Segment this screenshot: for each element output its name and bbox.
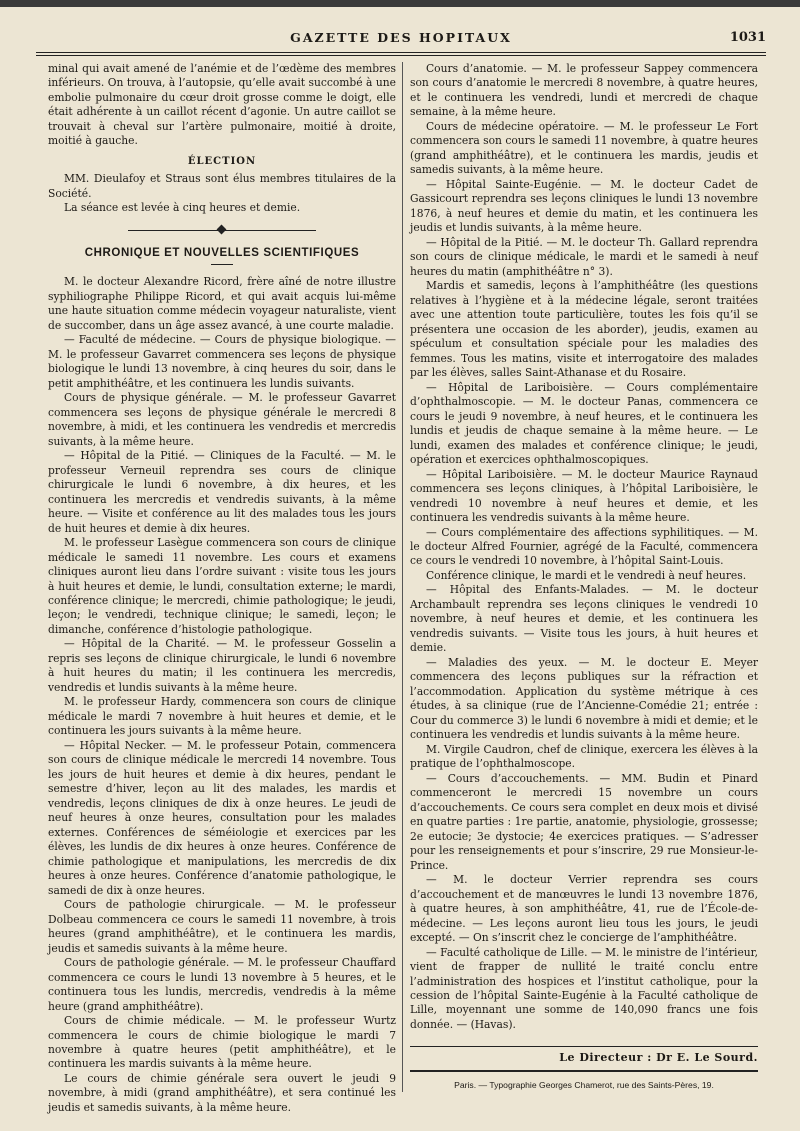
election-heading: ÉLECTION	[187, 155, 257, 167]
paragraph: — Hôpital Sainte-Eugénie. — M. le docteur Cadet de Gassicourt reprendra ses leçons cliniques le lundi 13 novembre 1876, à neuf heures et demie du matin, et les continuera les jeudis et lundis suivants, à la même heure.	[410, 177, 758, 235]
paragraph: minal qui avait amené de l’anémie et de l’œdème des membres inférieurs. On trouva, à l’autopsie, qu’elle avait succombé à une embolie pulmonaire du cœur droit grosse comme le doigt, elle était adhérente à un caillot récent d’agonie. Un autre caillot se trouvait à cheval sur l’artère pulmonaire, moitié à droite, moitié à gauche.	[48, 62, 396, 148]
paragraph: MM. Dieulafoy et Straus sont élus membres titulaires de la Société.	[48, 172, 396, 200]
director-signature: Le Directeur : Dr E. Le Sourd.	[559, 1051, 758, 1065]
signature-rule	[410, 1046, 758, 1047]
paragraph: — Faculté de médecine. — Cours de physique biologique. — M. le professeur Gavarret commencera ses leçons de physique biologique le lundi 13 novembre, à cinq heures du soir, dans le petit amphithéâtre, et les continuera les lundis suivants.	[48, 333, 396, 390]
left-column	[48, 62, 396, 1115]
paragraph: M. le professeur Lasègue commencera son cours de clinique médicale le samedi 11 novembre. Les cours et examens cliniques auront lieu dans l’ordre suivant : visite tous les jours à huit heures et demie, le lundi, consultation externe; le mardi, conférence clinique; le mercredi, chimie pathologique; le jeudi, leçon; le vendredi, technique clinique; le samedi, leçon; le dimanche, conférence d’histologie pathologique.	[48, 536, 396, 636]
paragraph: M. le professeur Hardy, commencera son cours de clinique médicale le mardi 7 novembre à huit heures et demie, et le continuera les jours suivants à la même heure.	[48, 695, 396, 738]
paragraph: M. le docteur Alexandre Ricord, frère aîné de notre illustre syphiliographe Philippe Ricord, et qui avait acquis lui-même une haute situation comme médecin voyageur naturaliste, vient de succomber, dans un âge assez avancé, à une courte maladie.	[48, 275, 396, 332]
paragraph: — Hôpital de la Charité. — M. le professeur Gosselin a repris ses leçons de clinique chirurgicale, le lundi 6 novembre à huit heures du matin; il les continuera les mercredis, vendredis et lundis suivants à la même heure.	[48, 637, 396, 694]
section-ornament	[48, 226, 396, 234]
paragraph: Le cours de chimie générale sera ouvert le jeudi 9 novembre, à midi (grand amphithéâtre), et sera continué les jeudis et samedis suivants, à la même heure.	[48, 1071, 396, 1114]
paragraph: Cours de chimie médicale. — M. le professeur Wurtz commencera le cours de chimie biologique le mardi 7 novembre à quatre heures (petit amphithéâtre), et le continuera les mardis suivants à la même heure.	[48, 1014, 396, 1071]
paragraph: Cours de pathologie générale. — M. le professeur Chauffard commencera ce cours le lundi 13 novembre à 5 heures, et le continuera tous les lundis, mercredis, vendredis à la même heure (grand amphithéâtre).	[48, 956, 396, 1013]
paragraph: — Hôpital Lariboisière. — M. le docteur Maurice Raynaud commencera ses leçons cliniques, à l’hôpital Lariboisière, le vendredi 10 novembre à neuf heures et demie, et les continuera les vendredis suivants à la même heure.	[410, 467, 758, 525]
paragraph: Cours de pathologie chirurgicale. — M. le professeur Dolbeau commencera ce cours le samedi 11 novembre, à trois heures (grand amphithéâtre), et le continuera les mardis, jeudis et samedis suivants à la même heure.	[48, 898, 396, 955]
paragraph: La séance est levée à cinq heures et demie.	[64, 201, 301, 215]
paragraph: — M. le docteur Verrier reprendra ses cours d’accouchement et de manœuvres le lundi 13 novembre 1876, à quatre heures, à son amphithéâtre, 41, rue de l’École-de-médecine. — Les leçons auront lieu tous les jours, le jeudi excepté. — On s’inscrit chez le concierge de l’amphithéâtre.	[410, 873, 758, 945]
printer-rule	[410, 1070, 758, 1072]
short-rule	[211, 264, 233, 265]
paragraph: — Hôpital des Enfants-Malades. — M. le docteur Archambault reprendra ses leçons cliniques le vendredi 10 novembre, à neuf heures et demie, et les continuera les vendredis suivants. — Visite tous les jours, à huit heures et demie.	[410, 583, 758, 655]
journal-title: GAZETTE DES HOPITAUX	[290, 30, 512, 45]
column-divider	[402, 62, 403, 1092]
page-header	[36, 30, 766, 50]
scan-top-edge	[0, 0, 800, 7]
paragraph: — Hôpital de Lariboisière. — Cours complémentaire d’ophthalmoscopie. — M. le docteur Panas, commencera ce cours le jeudi 9 novembre, à neuf heures, et le continuera les lundis et jeudis de chaque semaine à la même heure. — Le lundi, examen des malades et conférence clinique; le jeudi, opération et exercices ophthalmoscopiques.	[410, 380, 758, 467]
paragraph: — Faculté catholique de Lille. — M. le ministre de l’intérieur, vient de frapper de nullité le traité conclu entre l’administration des hospices et l’institut catholique, pour la cession de l’hôpital Sainte-Eugénie à la Faculté catholique de Lille, moyennant une somme de 140,090 francs une fois donnée. — (Havas).	[410, 945, 758, 1031]
page-number: 1031	[729, 30, 766, 45]
header-rule	[36, 52, 766, 56]
paragraph: — Cours d’accouchements. — MM. Budin et Pinard commenceront le mercredi 15 novembre un cours d’accouchements. Ce cours sera complet en deux mois et divisé en quatre parties : 1re partie, anatomie, physiologie, grossesse; 2e eutocie; 3e dystocie; 4e exercices pratiques. — S’adresser pour les renseignements et pour s’inscrire, 29 rue Monsieur-le-Prince.	[410, 771, 758, 872]
printer-imprint: Paris. — Typographie Georges Chamerot, rue des Saints-Pères, 19.	[454, 1079, 714, 1090]
paragraph: — Hôpital Necker. — M. le professeur Potain, commencera son cours de clinique médicale le mercredi 14 novembre. Tous les jours de huit heures et demie à dix heures, pendant le semestre d’hiver, leçon au lit des malades, les mardis et vendredis, leçons cliniques de dix à onze heures. Le jeudi de neuf heures à onze heures, consultation pour les malades externes. Conférences de séméiologie et exercices par les élèves, les lundis de dix heures à onze heures. Conférence de chimie pathologique et manipulations, les mercredis de dix heures à onze heures. Conférence d’anatomie pathologique, le samedi de dix à onze heures.	[48, 738, 396, 897]
paragraph: Mardis et samedis, leçons à l’amphithéâtre (les questions relatives à l’hygiène et à la médecine légale, seront traitées avec une attention toute particulière, toutes les fois qu’il se présentera une occasion de les aborder), jeudis, examen au spéculum et consultation spéciale pour les maladies des femmes. Tous les matins, visite et interrogatoire des malades par les élèves, salles Saint-Athanase et du Rosaire.	[410, 279, 758, 380]
paragraph: — Hôpital de la Pitié. — Cliniques de la Faculté. — M. le professeur Verneuil reprendra ses cours de clinique chirurgicale le lundi 6 novembre, à dix heures, et les continuera les mercredis et vendredis suivants, à la même heure. — Visite et conférence au lit des malades tous les jours de huit heures et demie à dix heures.	[48, 449, 396, 535]
paragraph: — Cours complémentaire des affections syphilitiques. — M. le docteur Alfred Fournier, agrégé de la Faculté, commencera ce cours le vendredi 10 novembre, à l’hôpital Saint-Louis.	[410, 525, 758, 568]
right-column	[410, 62, 758, 1092]
chronique-heading: CHRONIQUE ET NOUVELLES SCIENTIFIQUES	[84, 246, 360, 259]
paragraph: — Maladies des yeux. — M. le docteur E. Meyer commencera des leçons publiques sur la réfraction et l’accommodation. Application du système métrique à ces études, à sa clinique (rue de l’Ancienne-Comédie 21; entrée : Cour du commerce 3) le lundi 6 novembre à midi et demie; et le continuera les vendredis et lundis suivants à la même heure.	[410, 655, 758, 742]
paragraph: Cours de physique générale. — M. le professeur Gavarret commencera ses leçons de physique générale le mercredi 8 novembre, à midi, et les continuera les vendredis et mercredis suivants, à la même heure.	[48, 391, 396, 448]
paragraph: Conférence clinique, le mardi et le vendredi à neuf heures.	[426, 568, 747, 582]
paragraph: Cours d’anatomie. — M. le professeur Sappey commencera son cours d’anatomie le mercredi 8 novembre, à quatre heures, et le continuera les vendredi, lundi et mercredi de chaque semaine, à la même heure.	[410, 62, 758, 119]
paragraph: — Hôpital de la Pitié. — M. le docteur Th. Gallard reprendra son cours de clinique médicale, le mardi et le samedi à neuf heures du matin (amphithéâtre n° 3).	[410, 235, 758, 278]
paragraph: M. Virgile Caudron, chef de clinique, exercera les élèves à la pratique de l’ophthalmoscope.	[410, 742, 758, 771]
paragraph: Cours de médecine opératoire. — M. le professeur Le Fort commencera son cours le samedi 11 novembre, à quatre heures (grand amphithéâtre), et le continuera les mardis, jeudis et samedis suivants, à la même heure.	[410, 119, 758, 177]
